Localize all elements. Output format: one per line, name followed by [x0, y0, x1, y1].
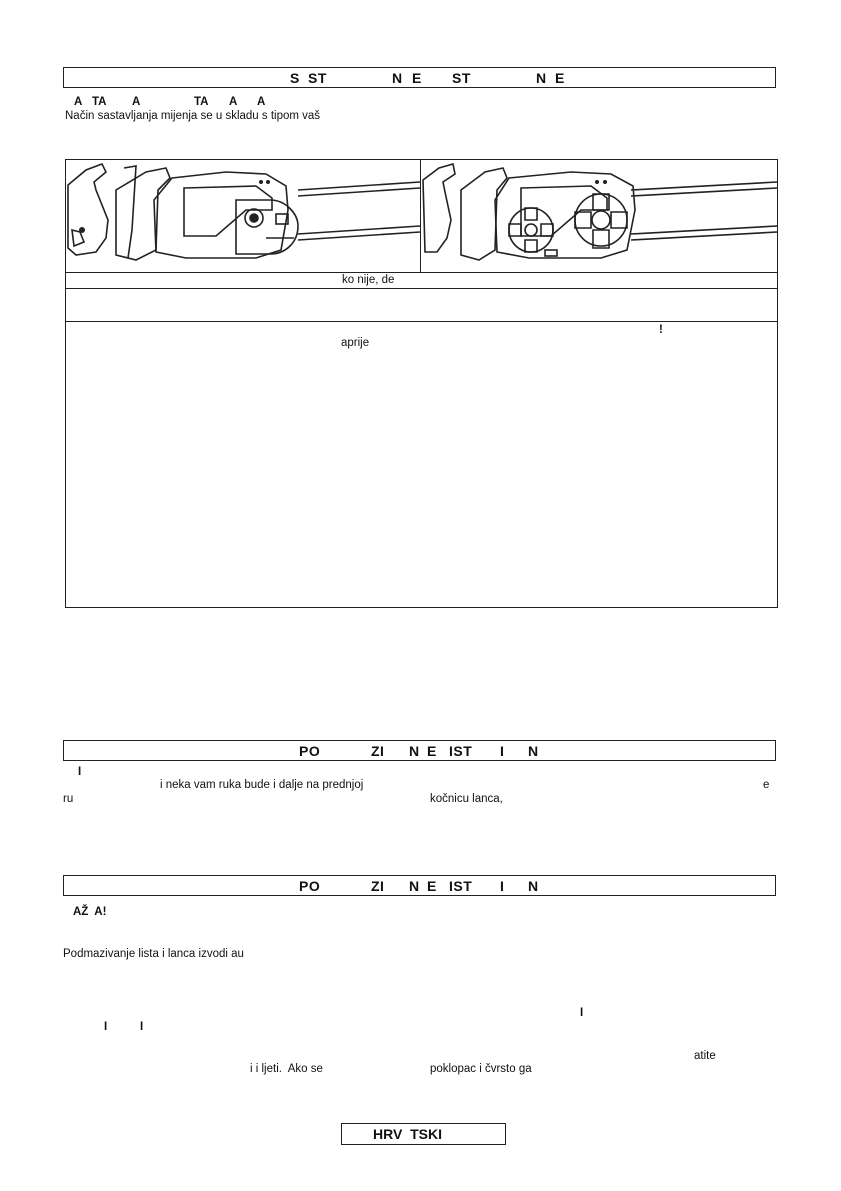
- header-part: N: [528, 878, 539, 894]
- header-part: N: [528, 743, 539, 759]
- header-part: ST: [452, 70, 471, 86]
- assembly-intro: Način sastavljanja mijenja se u skladu s tipom vaš: [65, 110, 321, 122]
- header-part: N: [409, 743, 420, 759]
- chainsaw-illustration-type-b: [421, 160, 777, 272]
- header-part: ZI: [371, 878, 385, 894]
- note-fragment: A: [132, 96, 141, 108]
- note-fragment: A: [257, 96, 266, 108]
- tension1-line1: i neka vam ruka bude i dalje na prednjoj: [160, 779, 364, 791]
- section-header-assembly: [63, 67, 776, 88]
- section-header-chain-tension-1: [63, 740, 776, 761]
- tension1-line2-start: ru: [63, 793, 74, 805]
- illustration-panel: [65, 159, 778, 608]
- header-part: E: [555, 70, 565, 86]
- tension2-fragment: poklopac i čvrsto ga: [430, 1063, 532, 1075]
- header-part: IST: [449, 878, 473, 894]
- header-part: N: [409, 878, 420, 894]
- header-part: S: [290, 70, 300, 86]
- lubrication-text: Podmazivanje lista i lanca izvodi au: [63, 948, 244, 960]
- header-part: N: [536, 70, 547, 86]
- header-part: ZI: [371, 743, 385, 759]
- note-fragment: A: [229, 96, 238, 108]
- panel-divider: [66, 321, 777, 322]
- warning-label: AŽ A!: [73, 906, 107, 918]
- language-footer: [341, 1123, 506, 1145]
- header-part: N: [392, 70, 403, 86]
- panel-divider: [66, 272, 777, 273]
- header-part: ST: [308, 70, 327, 86]
- header-part: PO: [299, 878, 321, 894]
- panel-divider: [66, 288, 777, 289]
- header-part: IST: [449, 743, 473, 759]
- note-fragment: TA: [194, 96, 209, 108]
- note-fragment: TA: [92, 96, 107, 108]
- header-part: E: [427, 743, 437, 759]
- panel-caption: ko nije, de: [342, 274, 395, 286]
- tension2-fragment: i i ljeti. Ako se: [250, 1063, 323, 1075]
- tension2-fragment: atite: [694, 1050, 716, 1062]
- note-fragment: A: [74, 96, 83, 108]
- header-part: PO: [299, 743, 321, 759]
- header-part: I: [500, 743, 505, 759]
- tension2-marker: I: [580, 1007, 584, 1019]
- tension1-marker: I: [78, 766, 82, 778]
- header-part: E: [412, 70, 422, 86]
- tension1-line1-end: e: [763, 779, 770, 791]
- tension2-marker: I: [104, 1021, 108, 1033]
- panel-text: aprije: [341, 337, 370, 349]
- section-header-chain-tension-2: [63, 875, 776, 896]
- chainsaw-illustration-type-a: [66, 160, 421, 272]
- header-part: E: [427, 878, 437, 894]
- header-part: I: [500, 878, 505, 894]
- panel-exclamation: !: [659, 324, 663, 336]
- language-label: HRV TSKI: [373, 1126, 442, 1142]
- tension2-marker: I: [140, 1021, 144, 1033]
- tension1-line2: kočnicu lanca,: [430, 793, 503, 805]
